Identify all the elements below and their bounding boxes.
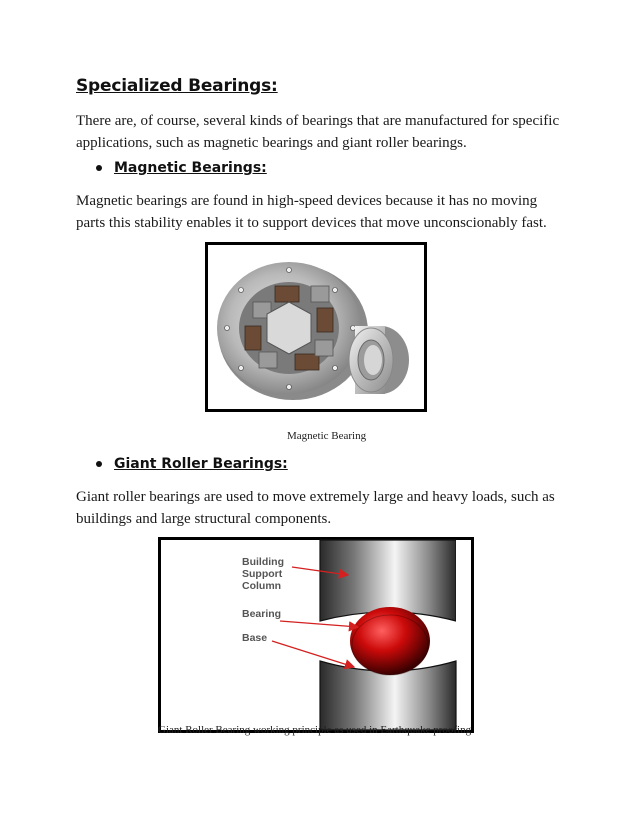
label-building: Building xyxy=(242,556,284,568)
bullet-magnetic-bearings xyxy=(96,160,267,176)
section-title-giant-roller: Giant Roller Bearings: xyxy=(114,456,288,472)
giant-roller-bearing-diagram xyxy=(158,537,474,733)
label-bearing: Bearing xyxy=(242,608,282,620)
page-title: Specialized Bearings: xyxy=(76,76,278,96)
bullet-giant-roller-bearings xyxy=(96,456,288,472)
magnetic-bearing-caption: Magnetic Bearing xyxy=(287,430,367,442)
giant-roller-paragraph: Giant roller bearings are used to move extremely large and heavy loads, such as buildings and large structural components. xyxy=(76,489,555,527)
bullet-dot-icon xyxy=(96,461,102,467)
magnetic-paragraph: Magnetic bearings are found in high-speed devices because it has no moving parts this stability enables it to support devices that move unconscionably fast. xyxy=(76,193,547,231)
label-column: Column xyxy=(242,580,282,592)
label-support: Support xyxy=(242,568,283,580)
magnetic-bearing-image xyxy=(205,242,427,412)
label-base: Base xyxy=(242,632,268,644)
section-title-magnetic: Magnetic Bearings: xyxy=(114,160,267,176)
bullet-dot-icon xyxy=(96,165,102,171)
intro-paragraph: There are, of course, several kinds of bearings that are manufactured for specific applications, such as magnetic bearings and giant roller bearings. xyxy=(76,113,560,151)
giant-roller-caption: Giant Roller Bearing working principle as used in Earthquake proofing xyxy=(158,724,472,736)
